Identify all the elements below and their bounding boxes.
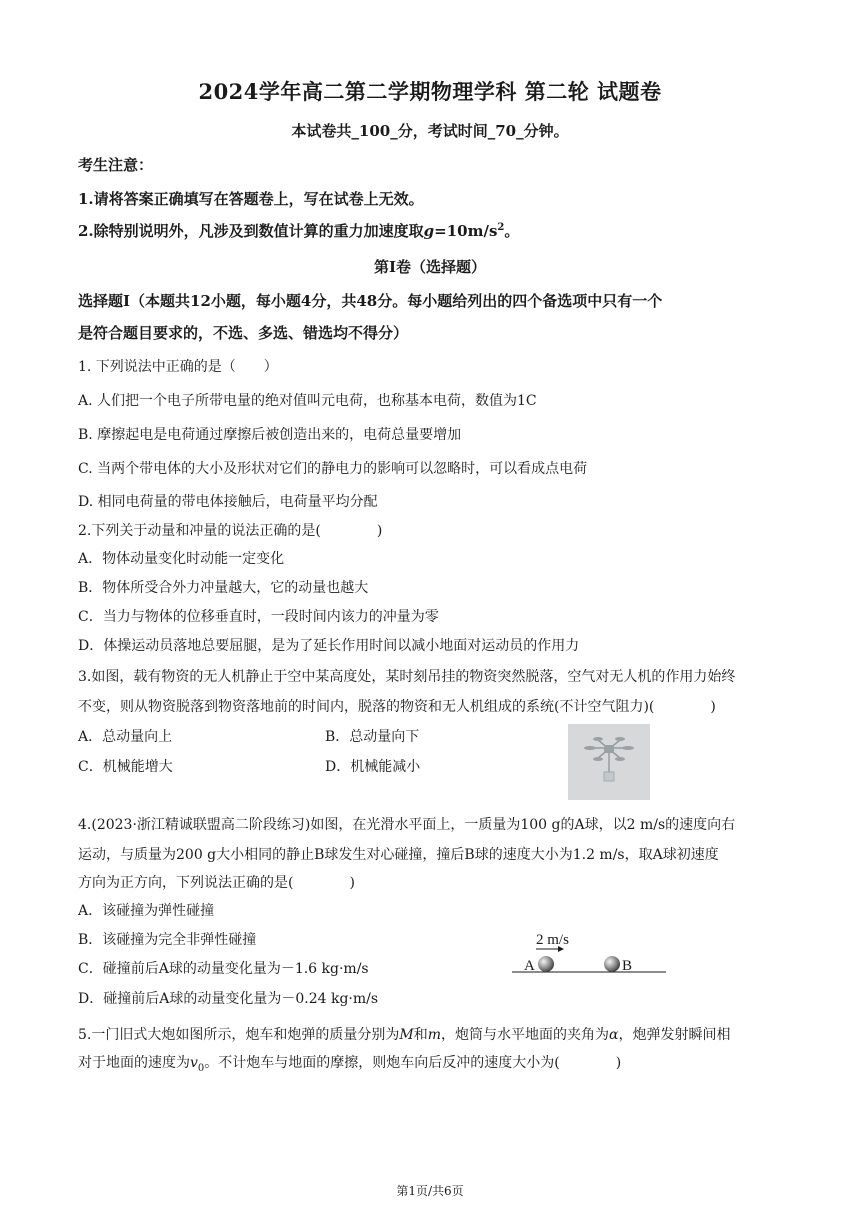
q4-stem-line-3: 方向为正方向，下列说法正确的是( ) bbox=[78, 875, 355, 891]
page-number: 第1页/共6页 bbox=[396, 1184, 464, 1198]
notice-item-2-value: =10m/s bbox=[434, 222, 498, 240]
q5-text-3: ，炮弹发射瞬间相 bbox=[618, 1027, 731, 1043]
q4-stem-line-2: 运动，与质量为200 g大小相同的静止B球发生对心碰撞，撞后B球的速度大小为1.2 m/s，取A球初速度 bbox=[78, 847, 719, 863]
q3-stem-line-1: 3.如图，载有物资的无人机静止于空中某高度处，某时刻吊挂的物资突然脱落，空气对无人机的作用力始终 bbox=[78, 669, 736, 685]
mass-m-symbol: m bbox=[427, 1027, 441, 1043]
q5-text-5: 。不计炮车与地面的摩擦，则炮车向后反冲的速度大小为( ) bbox=[204, 1055, 622, 1071]
q1-stem: 1. 下列说法中正确的是（ ） bbox=[78, 359, 278, 375]
page-title: 2024学年高二第二学期物理学科 第二轮 试题卷 bbox=[198, 79, 662, 104]
notice-heading: 考生注意： bbox=[78, 156, 154, 174]
q2-option-c: C．当力与物体的位移垂直时，一段时间内该力的冲量为零 bbox=[78, 609, 439, 625]
q5-text-and: 和 bbox=[413, 1027, 428, 1043]
q3-option-a: A．总动量向上 bbox=[78, 729, 173, 745]
q5-text-4: 对于地面的速度为 bbox=[78, 1055, 190, 1071]
q3-option-b: B．总动量向下 bbox=[325, 729, 420, 745]
notice-item-2 bbox=[78, 220, 519, 241]
q4-option-b: B．该碰撞为完全非弹性碰撞 bbox=[78, 932, 257, 948]
q1-option-c: C. 当两个带电体的大小及形状对它们的静电力的影响可以忽略时，可以看成点电荷 bbox=[78, 461, 588, 477]
section-title: 第Ⅰ卷（选择题） bbox=[373, 258, 487, 276]
velocity-symbol: v bbox=[190, 1055, 198, 1071]
angle-symbol: α bbox=[608, 1027, 619, 1043]
notice-item-1: 1.请将答案正确填写在答题卷上，写在试卷上无效。 bbox=[78, 190, 424, 208]
ball-b bbox=[604, 956, 620, 972]
velocity-subscript: 0 bbox=[197, 1062, 205, 1074]
q5-text-1: 5.一门旧式大炮如图所示，炮车和炮弹的质量分别为 bbox=[78, 1027, 400, 1043]
q4-option-c: C．碰撞前后A球的动量变化量为－1.6 kg·m/s bbox=[78, 961, 369, 977]
q2-stem: 2.下列关于动量和冲量的说法正确的是( ) bbox=[78, 523, 383, 539]
section-instructions-line-2: 是符合题目要求的，不选、多选、错选均不得分） bbox=[78, 324, 409, 342]
unit-superscript: 2 bbox=[497, 222, 505, 233]
q5-stem-line-2 bbox=[78, 1052, 621, 1074]
q5-text-2: ，炮筒与水平地面的夹角为 bbox=[440, 1027, 609, 1043]
q3-option-c: C．机械能增大 bbox=[78, 759, 173, 775]
q2-option-a: A．物体动量变化时动能一定变化 bbox=[78, 551, 285, 567]
q2-option-b: B．物体所受合外力冲量越大，它的动量也越大 bbox=[78, 580, 369, 596]
section-instructions-line-1: 选择题Ⅰ（本题共12小题，每小题4分，共48分。每小题给列出的四个备选项中只有一个 bbox=[78, 292, 663, 310]
q4-option-a: A．该碰撞为弹性碰撞 bbox=[78, 903, 215, 919]
collision-figure bbox=[500, 928, 670, 978]
notice-item-2-end: 。 bbox=[504, 222, 520, 240]
q1-option-d: D. 相同电荷量的带电体接触后，电荷量平均分配 bbox=[78, 494, 378, 510]
q4-option-d: D．碰撞前后A球的动量变化量为－0.24 kg·m/s bbox=[78, 991, 379, 1007]
exam-info: 本试卷共_100_分，考试时间_70_分钟。 bbox=[291, 122, 569, 140]
q3-stem-line-2: 不变，则从物资脱落到物资落地前的时间内，脱落的物资和无人机组成的系统(不计空气阻力)( ) bbox=[78, 699, 716, 715]
q1-option-a: A. 人们把一个电子所带电量的绝对值叫元电荷，也称基本电荷，数值为1C bbox=[78, 393, 537, 409]
q1-option-b: B. 摩擦起电是电荷通过摩擦后被创造出来的，电荷总量要增加 bbox=[78, 427, 462, 443]
gravity-symbol: g bbox=[423, 222, 435, 240]
q3-option-d: D．机械能减小 bbox=[325, 759, 421, 775]
ball-b-label: B bbox=[622, 958, 633, 974]
notice-item-2-prefix: 2.除特别说明外，凡涉及到数值计算的重力加速度取 bbox=[78, 222, 424, 240]
mass-M-symbol: M bbox=[399, 1027, 414, 1043]
ball-a-label: A bbox=[524, 958, 535, 974]
q4-stem-line-1: 4.(2023·浙江精诚联盟高二阶段练习)如图，在光滑水平面上，一质量为100 g的A球，以2 m/s的速度向右 bbox=[78, 817, 736, 833]
ball-a bbox=[538, 956, 554, 972]
q2-option-d: D．体操运动员落地总要屈腿，是为了延长作用时间以减小地面对运动员的作用力 bbox=[78, 638, 580, 654]
q5-stem-line-1 bbox=[78, 1024, 730, 1044]
speed-label: 2 m/s bbox=[536, 932, 569, 948]
drone-photo bbox=[568, 724, 650, 800]
